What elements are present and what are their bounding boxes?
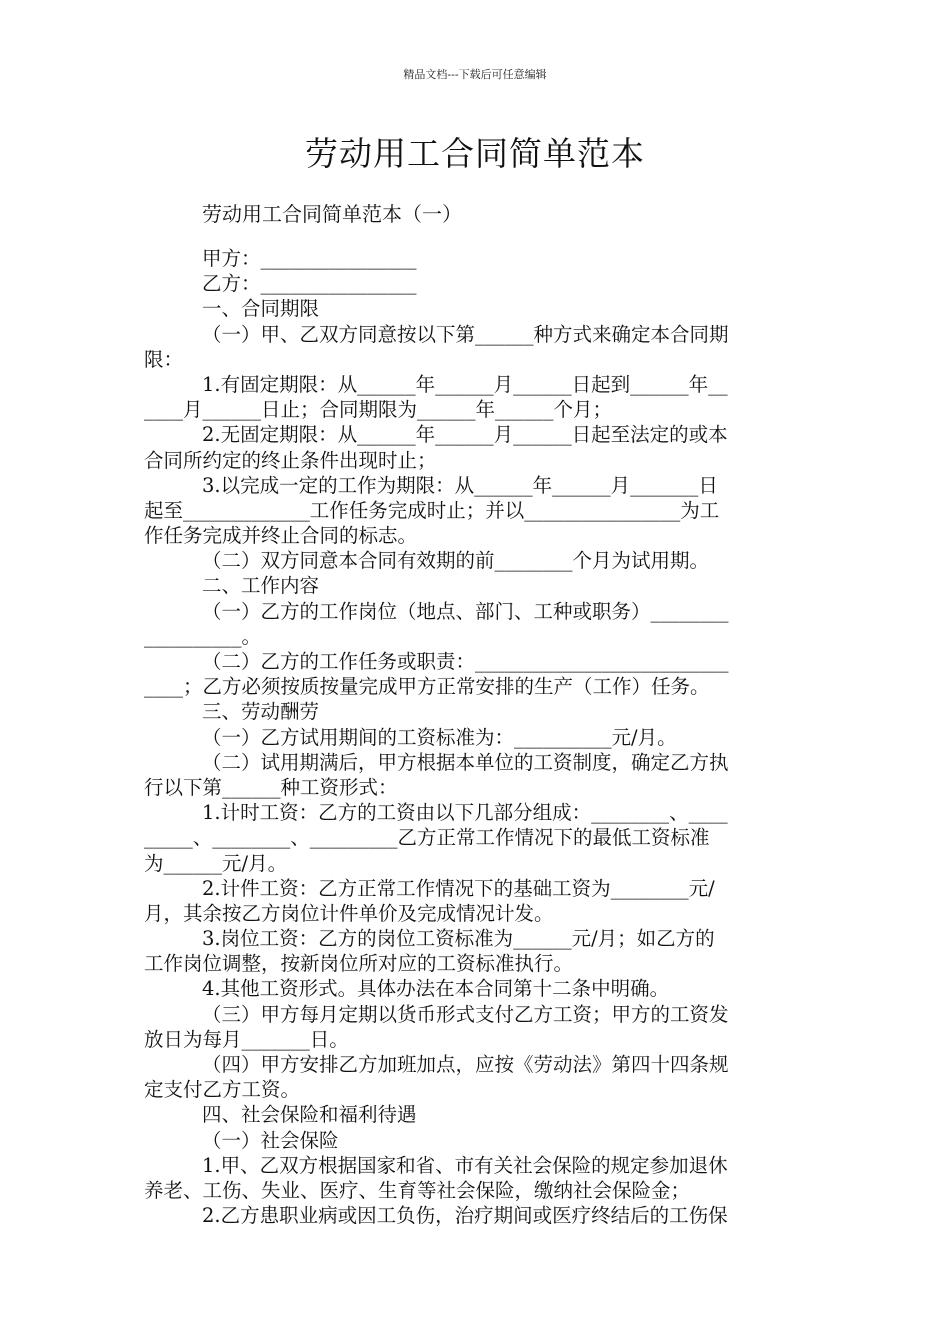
paragraph-line: （二）乙方的工作任务或职责：__________________________ xyxy=(202,650,729,673)
paragraph-line: 行以下第______种工资形式： xyxy=(144,775,398,799)
paragraph-line: ____；乙方必须按质按量完成甲方正常安排的生产（工作）任务。 xyxy=(144,675,710,699)
paragraph-line: 一、合同期限 xyxy=(202,297,320,321)
paragraph-line: 二、工作内容 xyxy=(202,574,320,598)
paragraph-line: 起至_____________工作任务完成时止；并以________________为工 xyxy=(144,498,720,522)
paragraph-line: 限： xyxy=(144,347,184,371)
header-note: 精品文档---下载后可任意编辑 xyxy=(403,68,547,81)
paragraph-line: 工作岗位调整，按新岗位所对应的工资标准执行。 xyxy=(144,952,574,976)
paragraph-line: （二）试用期满后，甲方根据本单位的工资制度，确定乙方执 xyxy=(202,750,729,774)
paragraph-line: 养老、工伤、失业、医疗、生育等社会保险，缴纳社会保险金； xyxy=(144,1178,691,1202)
paragraph-line: __________。 xyxy=(144,624,262,648)
paragraph-line: ____月______日止；合同期限为______年______个月； xyxy=(144,398,613,422)
paragraph-line: （一）乙方试用期间的工资标准为：__________元/月。 xyxy=(202,725,677,749)
paragraph-line: 定支付乙方工资。 xyxy=(144,1078,301,1102)
document-body xyxy=(144,246,806,1228)
paragraph-line: 1.有固定期限：从______年______月______日起到______年__ xyxy=(202,372,728,396)
paragraph-line: 2.无固定期限：从______年______月______日起至法定的或本 xyxy=(202,423,728,447)
paragraph-line: （一）社会保险 xyxy=(202,1128,339,1152)
document-subtitle: 劳动用工合同简单范本（一） xyxy=(202,202,462,226)
paragraph-line: 4.其他工资形式。具体办法在本合同第十二条中明确。 xyxy=(202,977,670,1001)
paragraph-line: 2.乙方患职业病或因工负伤，治疗期间或医疗终结后的工伤保 xyxy=(202,1204,728,1228)
paragraph-line: 月，其余按乙方岗位计件单价及完成情况计发。 xyxy=(144,901,554,925)
paragraph-line: 1.甲、乙双方根据国家和省、市有关社会保险的规定参加退休 xyxy=(202,1153,728,1177)
paragraph-line: 四、社会保险和福利待遇 xyxy=(202,1103,417,1127)
paragraph-line: （三）甲方每月定期以货币形式支付乙方工资；甲方的工资发 xyxy=(202,1002,729,1026)
paragraph-line: （一）甲、乙双方同意按以下第______种方式来确定本合同期 xyxy=(202,322,729,346)
paragraph-line: （二）双方同意本合同有效期的前________个月为试用期。 xyxy=(202,549,710,573)
paragraph-line: _____、________、_________乙方正常工作情况下的最低工资标准 xyxy=(144,826,710,850)
paragraph-line: 放日为每月_______日。 xyxy=(144,1027,349,1051)
document-title: 劳动用工合同简单范本 xyxy=(305,134,645,173)
paragraph-line: 2.计件工资：乙方正常工作情况下的基础工资为________元/ xyxy=(202,876,715,900)
paragraph-line: 3.岗位工资：乙方的岗位工资标准为______元/月；如乙方的 xyxy=(202,927,715,951)
paragraph-line: 为______元/月。 xyxy=(144,851,288,875)
paragraph-line: 1.计时工资：乙方的工资由以下几部分组成：________、____ xyxy=(202,801,728,825)
paragraph-line: 3.以完成一定的工作为期限：从______年______月_______日 xyxy=(202,473,718,497)
paragraph-line: （四）甲方安排乙方加班加点，应按《劳动法》第四十四条规 xyxy=(202,1053,729,1076)
paragraph-line: 甲方：________________ xyxy=(202,247,417,270)
paragraph-line: 三、劳动酬劳 xyxy=(202,700,320,724)
paragraph-line: 合同所约定的终止条件出现时止； xyxy=(144,448,437,472)
paragraph-line: 作任务完成并终止合同的标志。 xyxy=(144,524,418,548)
paragraph-line: 乙方：________________ xyxy=(202,272,417,296)
paragraph-line: （一）乙方的工作岗位（地点、部门、工种或职务）________ xyxy=(202,599,729,623)
